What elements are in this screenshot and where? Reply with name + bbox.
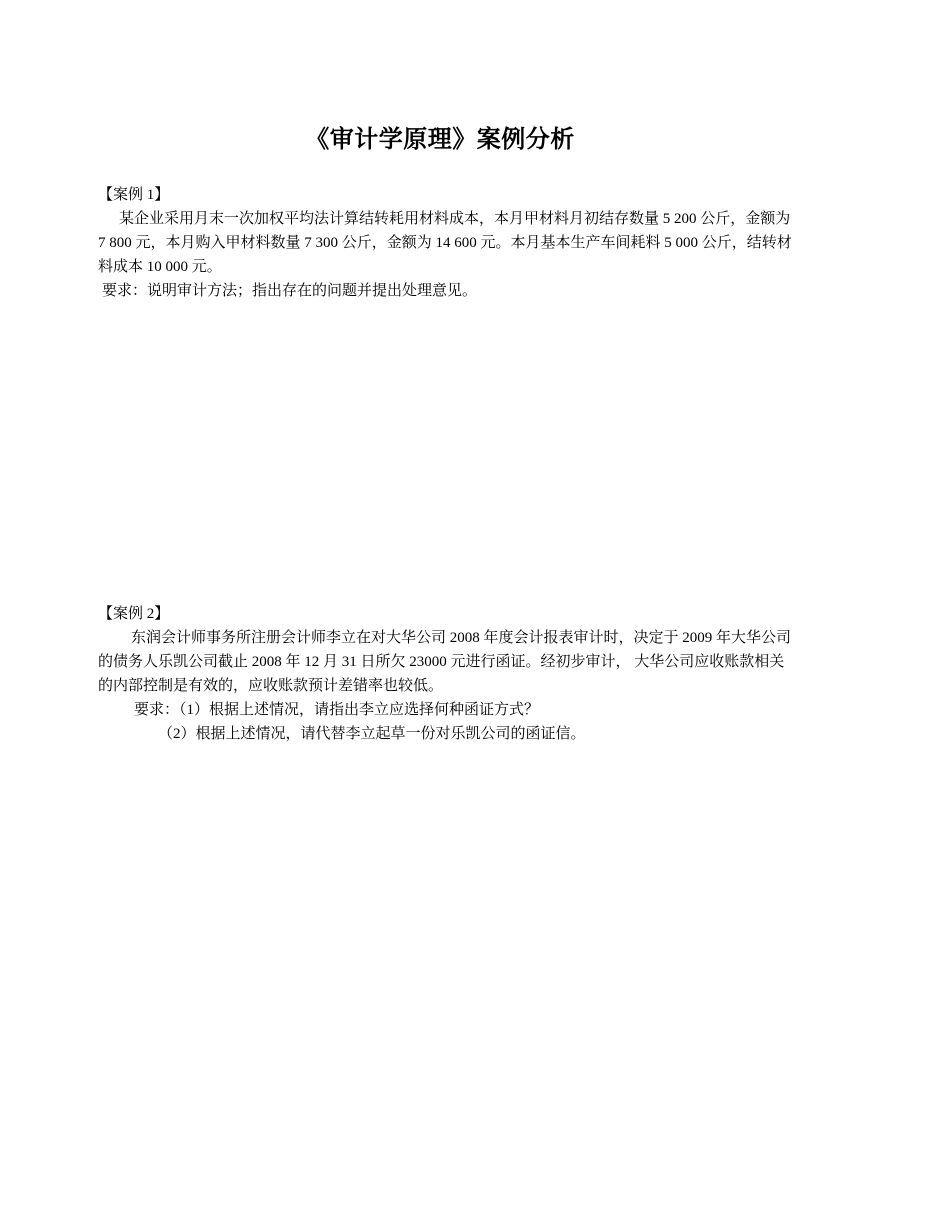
case-1-section [98,183,854,303]
case-2-requirement-1: 要求：（1）根据上述情况，请指出李立应选择何种函证方式？ [134,702,540,718]
case-2-paragraph-line-1: 东润会计师事务所注册会计师李立在对大华公司 2008 年度会计报表审计时，决定于 2009 年大华公司 [131,630,792,646]
case-2-paragraph-line-3: 的内部控制是有效的，应收账款预计差错率也较低。 [98,678,444,694]
case-2-section [98,602,854,746]
case-1-paragraph-line-1: 某企业采用月末一次加权平均法计算结转耗用材料成本，本月甲材料月初结存数量 5 200 公斤，金额为 [119,211,791,227]
document-title: 《审计学原理》案例分析 [305,125,575,153]
case-1-heading: 【案例 1】 [98,187,170,203]
case-2-paragraph-line-2: 的债务人乐凯公司截止 2008 年 12 月 31 日所欠 23000 元进行函证。经初步审计， 大华公司应收账款相关 [98,654,785,670]
case-1-requirement: 要求：说明审计方法；指出存在的问题并提出处理意见。 [102,283,478,299]
case-1-paragraph-line-3: 料成本 10 000 元。 [98,259,222,275]
case-1-paragraph-line-2: 7 800 元，本月购入甲材料数量 7 300 公斤，金额为 14 600 元。本月基本生产车间耗料 5 000 公斤，结转材 [98,235,792,251]
case-2-heading: 【案例 2】 [98,606,170,622]
case-2-requirement-2: （2）根据上述情况，请代替李立起草一份对乐凯公司的函证信。 [158,726,586,742]
